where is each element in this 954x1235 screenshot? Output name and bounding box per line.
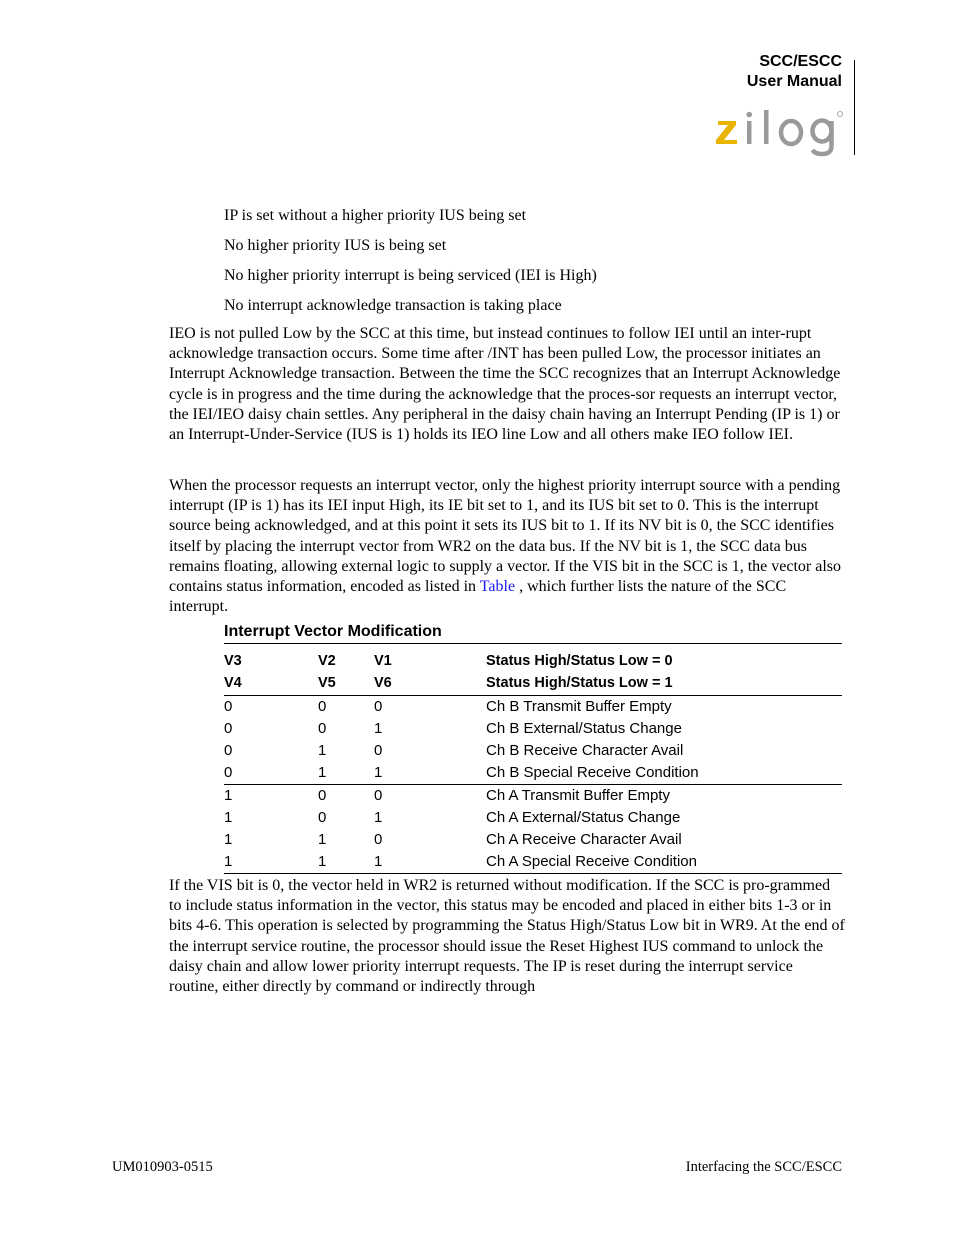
column-header: V6 (374, 675, 392, 691)
table-cell: 1 (318, 764, 327, 781)
condition-item: No interrupt acknowledge transaction is taking place (224, 297, 562, 314)
table-cell: 1 (374, 764, 383, 781)
table-cell: 0 (374, 831, 383, 848)
channel-b-rows (224, 696, 842, 785)
table-cell: Ch B External/Status Change (486, 720, 682, 737)
column-header: V3 (224, 653, 242, 669)
table-cell: 0 (224, 742, 233, 759)
table-cell: 0 (374, 696, 486, 719)
manual-title-line2: User Manual (746, 73, 842, 90)
table-row (224, 718, 842, 740)
table-cell: 1 (374, 853, 383, 870)
manual-title (747, 52, 842, 92)
table-cell: Ch A Transmit Buffer Empty (486, 785, 842, 808)
table-cell: 1 (374, 720, 383, 737)
condition-item: IP is set without a higher priority IUS being set (224, 207, 527, 224)
table-row (224, 740, 842, 762)
table-header-row (224, 671, 842, 696)
column-header: V1 (374, 653, 392, 669)
table-cell: 1 (318, 853, 327, 870)
table-cell: 1 (224, 831, 233, 848)
table-cell: 1 (374, 809, 383, 826)
table-row (224, 851, 842, 874)
interrupt-vector-table (224, 622, 842, 874)
paragraph-text: , which further lists the nature of the SCC interrupt. (169, 578, 787, 616)
header-divider (854, 60, 855, 155)
table-cell: 0 (224, 696, 318, 719)
table-row (224, 696, 842, 719)
table-cell: 0 (374, 785, 486, 808)
vector-table (224, 643, 842, 874)
column-header: Status High/Status Low = 0 (486, 653, 673, 669)
condition-item: No higher priority IUS is being set (224, 237, 447, 254)
table-cell: 0 (318, 809, 327, 826)
table-cell: 0 (374, 742, 383, 759)
table-cell: 1 (224, 853, 233, 870)
paragraph-text: When the processor requests an interrupt vector, only the highest priority interrupt source with a pending interrupt (IP is 1) has its IEI input High, its IE bit set to 1, and its IUS bit set to 0. This is the interrupt source being acknowledged, and at this point it sets its IUS bit to 1. If its NV bit is 0, the SCC identifies itself by placing the interrupt vector from WR2 on the data bus. If the NV bit is 1, the SCC data bus remains floating, allowing external logic to supply a vector. If the VIS bit in the SCC is 1, the vector also contains status information, encoded as listed in (169, 477, 842, 596)
table-cell: Ch A Receive Character Avail (486, 831, 682, 848)
table-cell: 1 (224, 809, 233, 826)
table-cell: Ch A External/Status Change (486, 809, 681, 826)
table-link[interactable]: Table (479, 578, 516, 596)
column-header: V2 (318, 653, 336, 669)
condition-list (224, 204, 597, 324)
zilog-logo (714, 108, 846, 158)
table-cell: Ch B Special Receive Condition (486, 764, 699, 781)
table-cell: 0 (318, 785, 374, 808)
table-cell: 0 (318, 720, 327, 737)
table-row (224, 785, 842, 808)
table-cell: Ch B Receive Character Avail (486, 742, 684, 759)
footer-doc-id: UM010903-0515 (112, 1159, 213, 1175)
column-header: V5 (318, 675, 336, 691)
table-cell: 1 (224, 785, 318, 808)
column-header: V4 (224, 675, 242, 691)
paragraph-ieo: IEO is not pulled Low by the SCC at this time, but instead continues to follow IEI until an inter-rupt acknowledge transaction occurs. Some time after /INT has been pulled Low, the processor initiates an Interrupt Acknowledge transaction. Between the time the SCC recognizes that an Interrupt Acknowledge cycle is in progress and the time during the acknowledge that the proces-sor requests an interrupt vector, the IEI/IEO daisy chain settles. Any peripheral in the daisy chain having an Interrupt Pending (IP is 1) or an Interrupt-Under-Service (IUS is 1) holds its IEO line Low and all others make IEO follow IEI. (169, 325, 841, 444)
table-cell: Ch A Special Receive Condition (486, 853, 697, 870)
paragraph-vis-bit: If the VIS bit is 0, the vector held in WR2 is returned without modification. If the SCC is pro-grammed to include status information in the vector, this status may be encoded and placed in either bits 1-3 or in bits 4-6. This operation is selected by programming the Status High/Status Low bit in WR9. At the end of the interrupt service routine, the processor should issue the Reset Highest IUS command to unlock the daisy chain and allow lower priority interrupt requests. The IP is reset during the interrupt service routine, either directly by command or indirectly through (169, 877, 845, 996)
table-header-row (224, 644, 842, 672)
paragraph-interrupt-vector (169, 476, 845, 617)
table-cell: 1 (318, 831, 327, 848)
table-cell: 0 (224, 764, 233, 781)
table-row (224, 762, 842, 785)
column-header: Status High/Status Low = 1 (486, 675, 673, 691)
channel-a-rows (224, 785, 842, 874)
table-row (224, 807, 842, 829)
condition-item: No higher priority interrupt is being serviced (IEI is High) (224, 267, 597, 284)
table-cell: 0 (318, 696, 374, 719)
table-cell: Ch B Transmit Buffer Empty (486, 696, 842, 719)
table-caption: Interrupt Vector Modification (224, 623, 442, 640)
manual-title-line1: SCC/ESCC (759, 53, 842, 70)
table-cell: 0 (224, 720, 233, 737)
table-row (224, 829, 842, 851)
table-cell: 1 (318, 742, 327, 759)
footer-section: Interfacing the SCC/ESCC (685, 1159, 842, 1175)
